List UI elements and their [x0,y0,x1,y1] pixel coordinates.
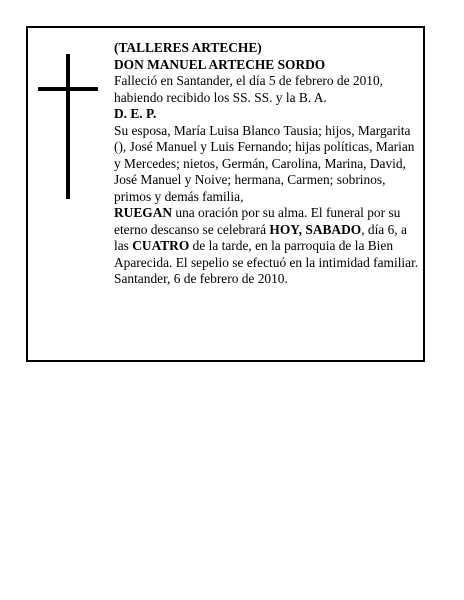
funeral-day: HOY, SABADO [269,221,362,237]
request-text-2: , día 6, a las [114,221,407,253]
death-statement: Falleció en Santander, el día 5 de febrero de 2010, habiendo recibido los SS. SS. y la B. A. [114,73,384,105]
deceased-name: DON MANUEL ARTECHE SORDO [114,56,326,72]
request-text-3: de la tarde, en la parroquia de la Bien Aparecida. El sepelio se efectuó en la intimidad familiar. [114,238,419,270]
funeral-hour: CUATRO [132,238,190,253]
notice-text [114,40,422,288]
ruegan-word: RUEGAN [114,205,173,220]
funeral-request [114,205,422,271]
request-text-1: una oración por su alma. El funeral por su eterno descanso se celebrará [114,205,401,237]
family-list: Su esposa, María Luisa Blanco Tausia; hijos, Margarita (), José Manuel y Luis Fernando; hijas políticas, Marian y Mercedes; nietos, Germán, Carolina, Marina, David, José Manuel y Noive; hermana, Carmen; sobrinos, primos y demás familia, [114,122,415,204]
company-name: (TALLERES ARTECHE) [114,40,262,55]
cross-icon [38,54,98,199]
obituary-notice [26,26,425,362]
closing-date: Santander, 6 de febrero de 2010. [114,271,288,286]
cross-vertical-bar [66,54,70,199]
dep-line: D. E. P. [114,106,157,121]
cross-horizontal-bar [38,87,98,91]
